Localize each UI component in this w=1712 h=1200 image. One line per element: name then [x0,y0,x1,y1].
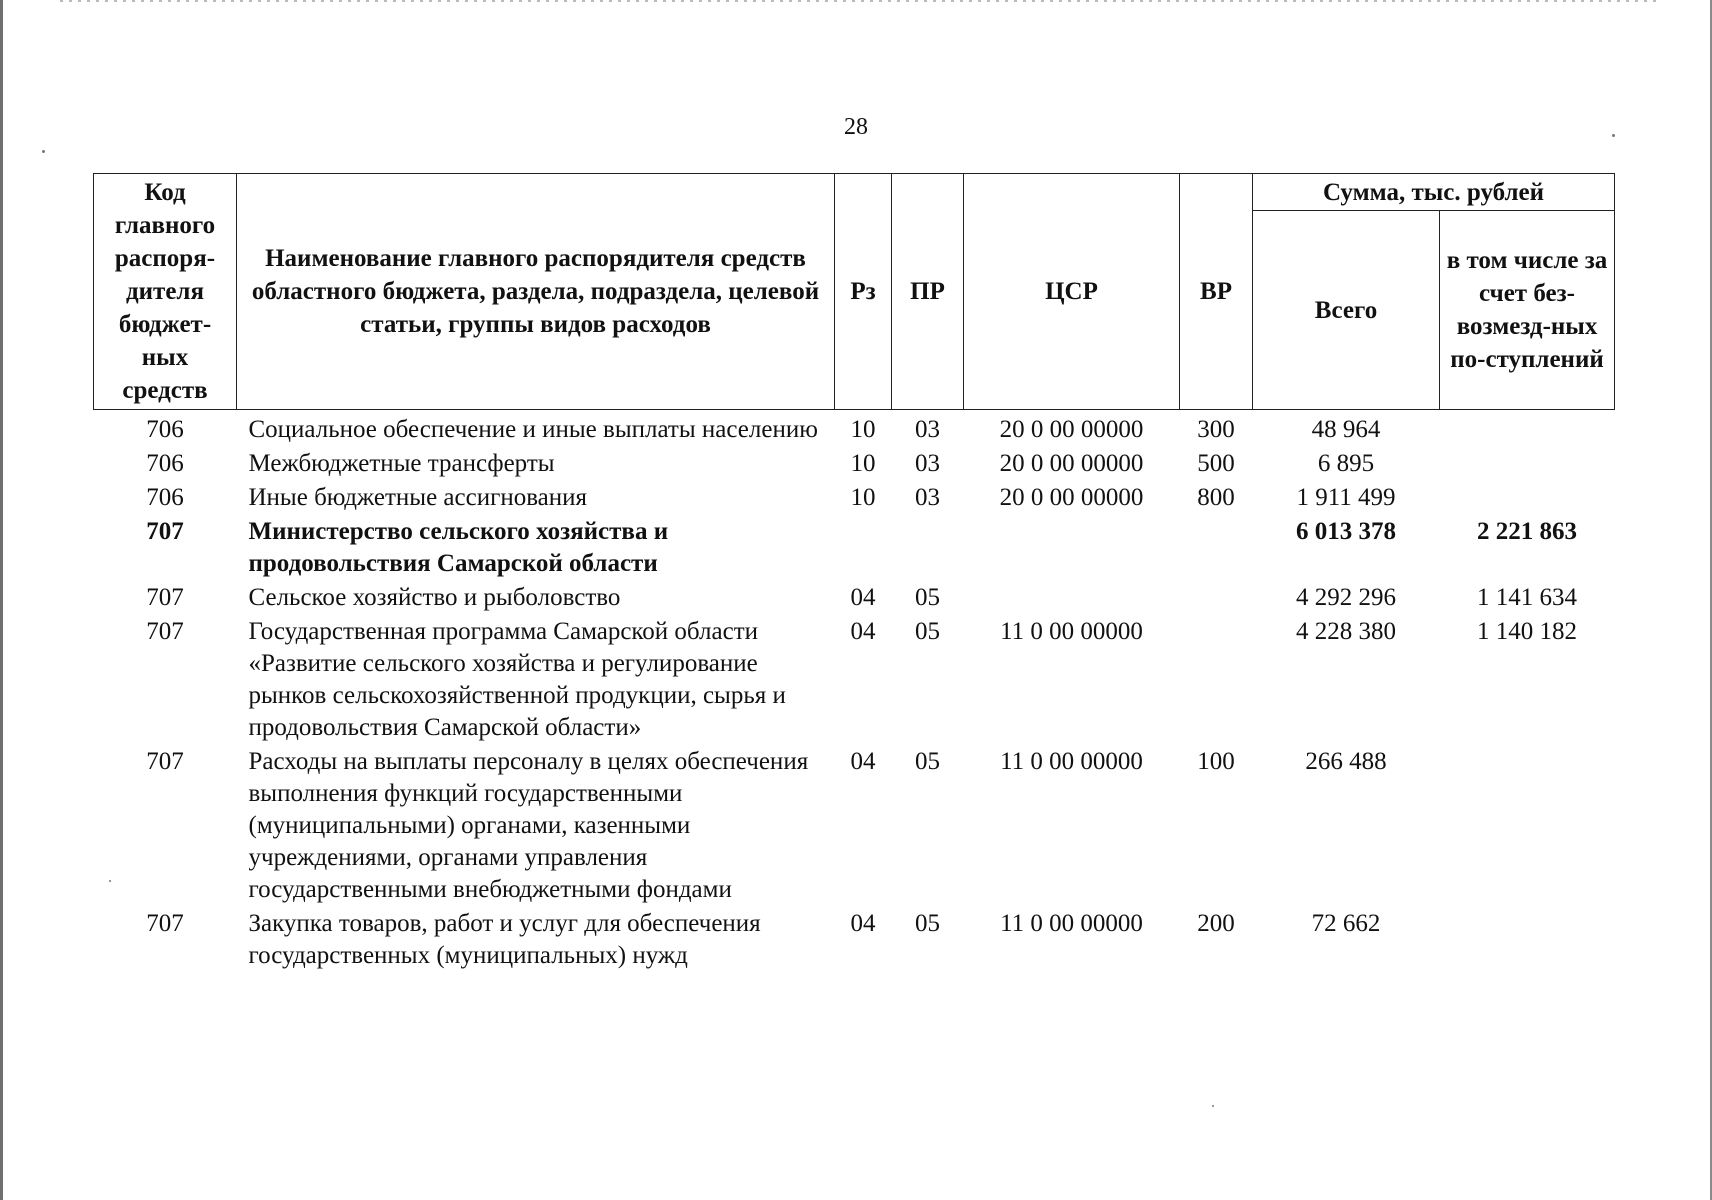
cell-rz: 10 [850,416,876,443]
cell-rz: 04 [850,618,876,645]
cell-vr: 200 [1197,910,1235,937]
header-grant: в том числе за счет без-возмезд-ных по-ступлений [1440,211,1615,410]
cell-pr: 03 [915,416,940,443]
cell-name: Закупка товаров, работ и услуг для обеспечения государственных (муниципальных) нужд [248,910,761,969]
table-body [94,410,1615,975]
table-row [94,616,1615,746]
cell-csr [964,582,1180,616]
cell-rz: 10 [850,484,876,511]
header-csr: ЦСР [964,174,1180,410]
cell-name: Межбюджетные трансферты [248,450,555,477]
cell-rz: 04 [850,910,876,937]
cell-vr: 300 [1197,416,1235,443]
cell-code: 706 [146,484,184,511]
cell-pr: 05 [915,748,940,775]
cell-code: 707 [146,584,184,611]
table-row [94,516,1615,582]
table-row [94,746,1615,908]
header-code: Код главного распоря-дителя бюджет-ных средств [94,174,237,410]
cell-vr [1180,516,1253,582]
cell-rz: 10 [850,450,876,477]
cell-total: 48 964 [1311,416,1381,443]
cell-grant [1440,482,1615,516]
page-number: 28 [844,114,868,140]
cell-csr: 20 0 00 00000 [999,484,1144,511]
cell-vr: 500 [1197,450,1235,477]
cell-csr: 20 0 00 00000 [999,450,1144,477]
cell-pr [892,516,964,582]
cell-total: 72 662 [1311,910,1381,937]
scan-top-noise [60,0,1660,2]
cell-pr: 03 [915,484,940,511]
table-row [94,582,1615,616]
cell-total: 4 228 380 [1296,618,1396,645]
table-row [94,482,1615,516]
cell-total: 6 895 [1317,450,1375,477]
header-total: Всего [1253,211,1440,410]
header-sum-group: Сумма, тыс. рублей [1253,174,1615,211]
header-name: Наименование главного распорядителя средств областного бюджета, раздела, подраздела, целевой статьи, группы видов расходов [237,174,835,410]
cell-name: Социальное обеспечение и иные выплаты населению [248,416,818,443]
cell-grant [1440,410,1615,449]
cell-pr: 03 [915,450,940,477]
cell-grant [1440,908,1615,974]
cell-rz: 04 [850,584,876,611]
cell-csr: 20 0 00 00000 [999,416,1144,443]
header-rz: Рз [835,174,892,410]
cell-rz: 04 [850,748,876,775]
cell-total: 1 911 499 [1296,484,1396,511]
cell-csr: 11 0 00 00000 [1000,618,1143,645]
cell-name: Иные бюджетные ассигнования [248,484,588,511]
cell-name: Государственная программа Самарской области «Развитие сельского хозяйства и регулирование рынков сельскохозяйственной продукции, сырья и продовольствия Самарской области» [248,618,786,741]
scan-speck [42,150,45,153]
cell-csr: 11 0 00 00000 [1000,910,1143,937]
header-pr: ПР [892,174,964,410]
cell-pr: 05 [915,910,940,937]
table-row [94,908,1615,974]
cell-code: 707 [146,910,184,937]
scan-speck [1212,1105,1214,1107]
header-vr: ВР [1180,174,1253,410]
budget-table [93,173,1615,974]
cell-vr [1180,616,1253,746]
cell-code: 706 [146,416,184,443]
cell-name: Министерство сельского хозяйства и продовольствия Самарской области [248,518,669,577]
cell-code: 707 [146,748,184,775]
cell-csr: 11 0 00 00000 [1000,748,1143,775]
cell-total: 4 292 296 [1296,584,1396,611]
cell-grant: 2 221 863 [1477,518,1577,545]
cell-total: 266 488 [1305,748,1387,775]
cell-code: 706 [146,450,184,477]
cell-csr [964,516,1180,582]
cell-vr [1180,582,1253,616]
cell-grant: 1 141 634 [1477,584,1577,611]
cell-name: Сельское хозяйство и рыболовство [248,584,621,611]
table-row [94,448,1615,482]
cell-grant [1440,448,1615,482]
cell-grant: 1 140 182 [1477,618,1577,645]
cell-code: 707 [146,618,184,645]
cell-grant [1440,746,1615,908]
cell-name: Расходы на выплаты персоналу в целях обеспечения выполнения функций государственными (муниципальными) органами, казенными учреждениями, органами управления государственными внебюджетными фондами [248,748,809,903]
cell-rz [835,516,892,582]
cell-vr: 100 [1197,748,1235,775]
cell-pr: 05 [915,618,940,645]
cell-vr: 800 [1197,484,1235,511]
cell-code: 707 [146,518,184,545]
table-row [94,410,1615,449]
table-header [94,174,1615,410]
cell-total: 6 013 378 [1296,518,1396,545]
cell-pr: 05 [915,584,940,611]
scan-left-edge [0,0,3,1200]
